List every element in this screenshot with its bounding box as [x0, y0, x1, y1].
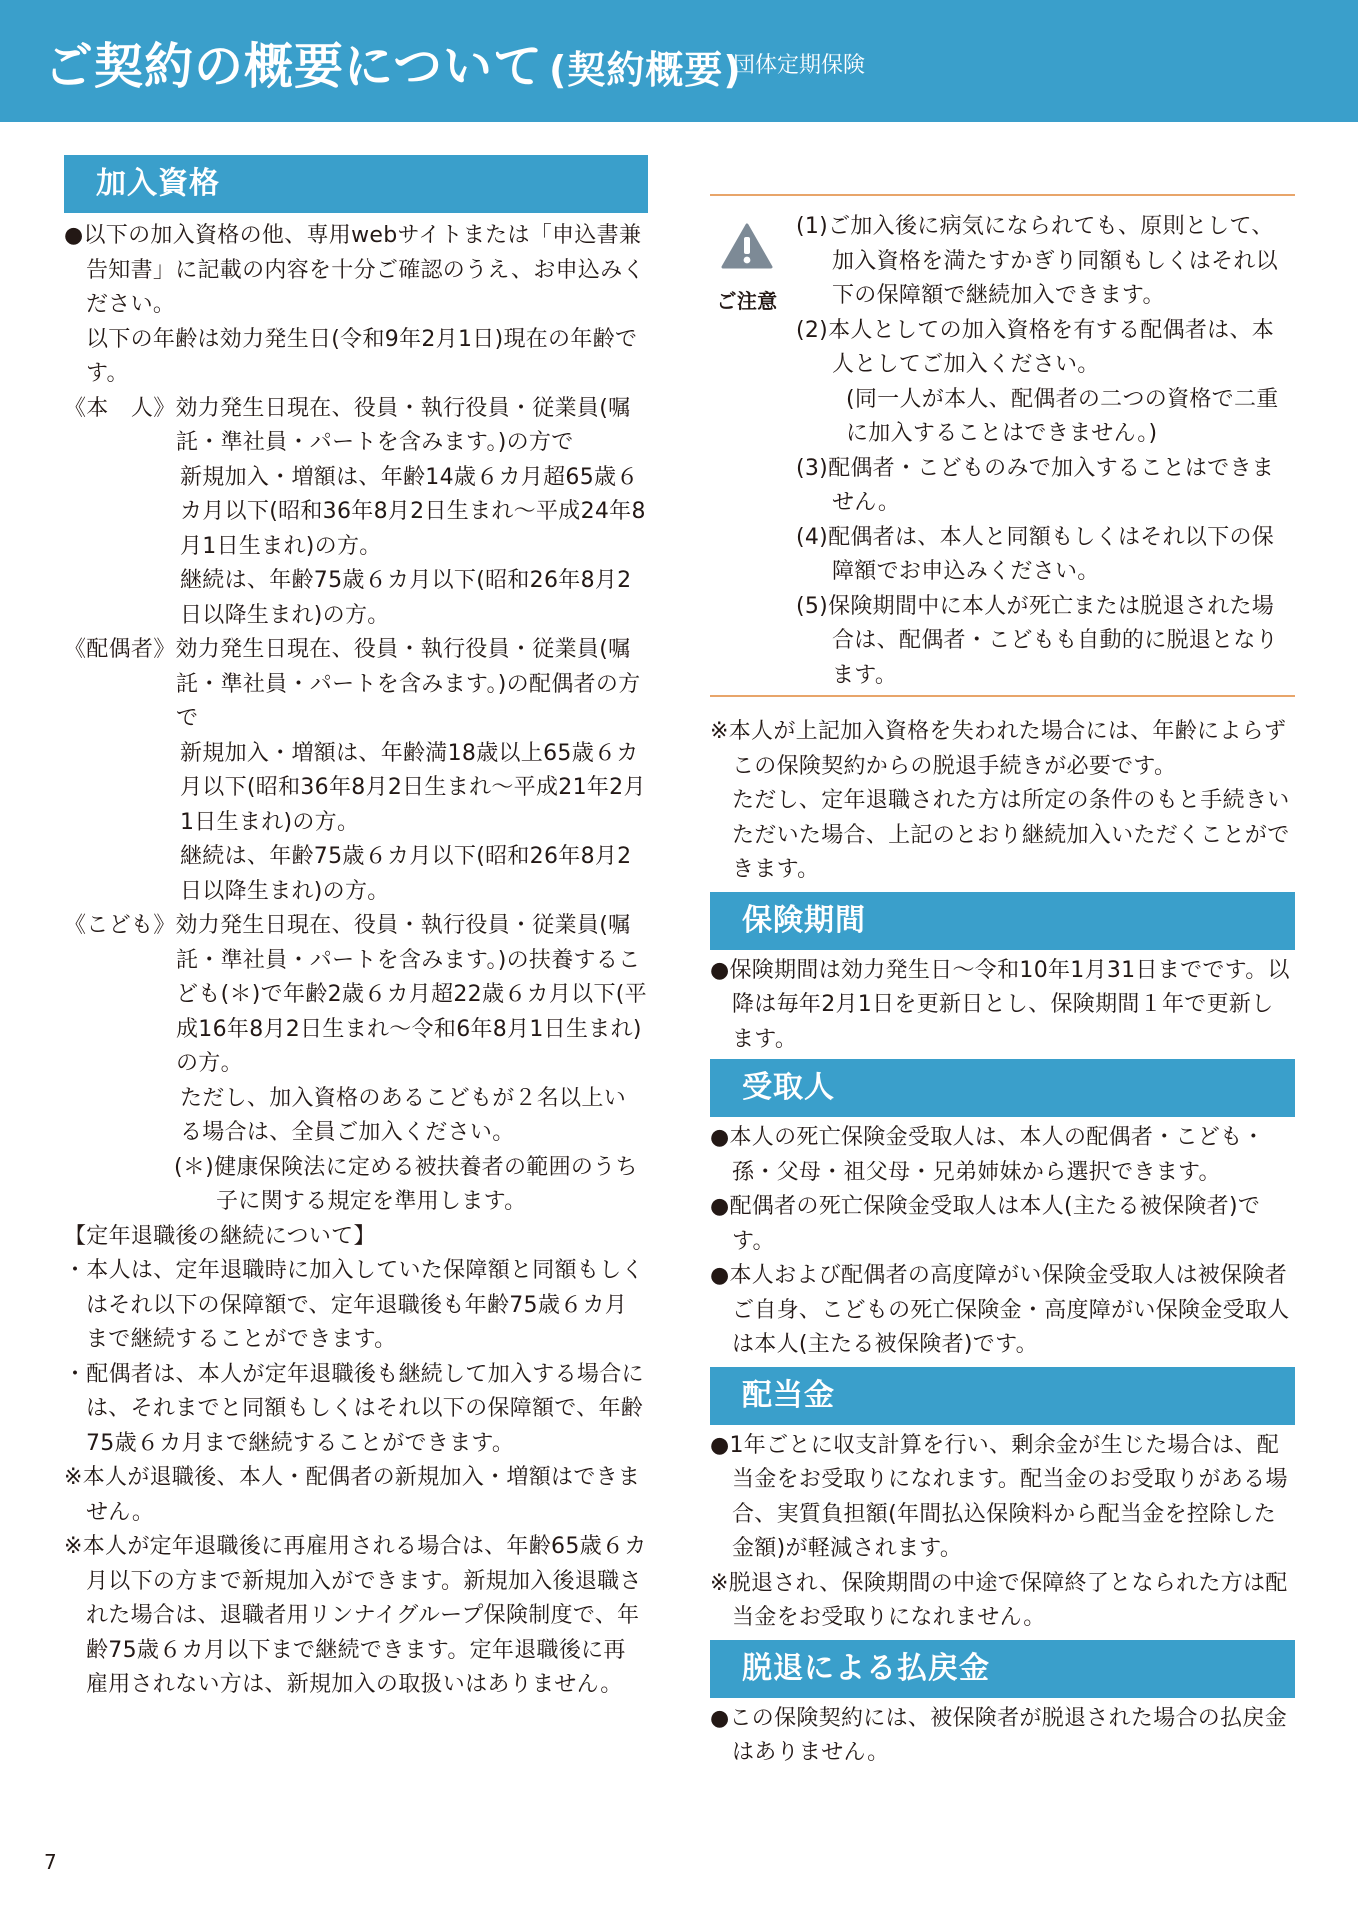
- caution-box: [710, 194, 1295, 697]
- child-note: ただし、加入資格のあるこどもが２名以上いる場合は、全員ご加入ください。: [180, 1085, 627, 1145]
- period-body: [710, 954, 1295, 1058]
- section-heading-beneficiary: 受取人: [710, 1059, 1295, 1117]
- eligibility-intro: ●以下の加入資格の他、専用webサイトまたは「申込書兼告知書」に記載の内容を十分ご確認のうえ、お申込みください。: [64, 223, 645, 317]
- section-heading-dividend: 配当金: [710, 1367, 1295, 1425]
- caution-item: (5)保険期間中に本人が死亡または脱退された場合は、配偶者・こどもも自動的に脱退となります。: [796, 593, 1279, 688]
- page-number: 7: [44, 1850, 57, 1874]
- dividend-text: ●1年ごとに収支計算を行い、剰余金が生じた場合は、配当金をお受取りになれます。配当金のお受取りがある場合、実質負担額(年間払込保険料から配当金を控除した金額)が軽減されます。: [710, 1432, 1288, 1561]
- self-new: 新規加入・増額は、年齢14歳６カ月超65歳６カ月以下(昭和36年8月2日生まれ～平成24年8月1日生まれ)の方。: [180, 464, 646, 559]
- dividend-note: ※脱退され、保険期間の中途で保障終了となられた方は配当金をお受取りになれません。: [710, 1570, 1288, 1630]
- section-heading-eligibility: 加入資格: [64, 155, 648, 213]
- spouse-new: 新規加入・増額は、年齢満18歳以上65歳６カ月以下(昭和36年8月2日生まれ～平成21年2月1日生まれ)の方。: [180, 740, 646, 835]
- beneficiary-item: ●本人の死亡保険金受取人は、本人の配偶者・こども・孫・父母・祖父母・兄弟姉妹から選択できます。: [710, 1125, 1265, 1185]
- refund-text: ●この保険契約には、被保険者が脱退された場合の払戻金はありません。: [710, 1705, 1287, 1765]
- period-text: ●保険期間は効力発生日～令和10年1月31日までです。以降は毎年2月1日を更新日とし、保険期間１年で更新します。: [710, 957, 1290, 1052]
- retire-item: ・配偶者は、本人が定年退職後も継続して加入する場合には、それまでと同額もしくはそれ以下の保障額で、年齢75歳６カ月まで継続することができます。: [64, 1361, 644, 1456]
- caution-label: ご注意: [716, 288, 778, 313]
- retire-item: ※本人が退職後、本人・配偶者の新規加入・増額はできません。: [64, 1465, 641, 1525]
- page-header: [0, 0, 1358, 122]
- caution-block: [714, 222, 780, 318]
- title-sub: (契約概要): [549, 48, 742, 92]
- retire-item: ※本人が定年退職後に再雇用される場合は、年齢65歳６カ月以下の方まで新規加入ができます。新規加入後退職された場合は、退職者用リンナイグループ保険制度で、年齢75歳６カ月以下まで継続できます。定年退職後に再雇用されない方は、新規加入の取扱いはありません。: [64, 1534, 647, 1697]
- beneficiary-body: [710, 1121, 1295, 1363]
- eligibility-body: [64, 219, 648, 1703]
- right-column: [710, 194, 1295, 1771]
- section-heading-refund: 脱退による払戻金: [710, 1640, 1295, 1698]
- loss-note: ※本人が上記加入資格を失われた場合には、年齢によらずこの保険契約からの脱退手続きが必要です。: [710, 719, 1287, 779]
- beneficiary-item: ●本人および配偶者の高度障がい保険金受取人は被保険者ご自身、こどもの死亡保険金・高度障がい保険金受取人は本人(主たる被保険者)です。: [710, 1263, 1290, 1357]
- child-criteria: 《こども》効力発生日現在、役員・執行役員・従業員(嘱託・準社員・パートを含みます。)の扶養するこども(＊)で年齢2歳６カ月超22歳６カ月以下(平成16年8月2日生まれ～令和6年8月1日生まれ)の方。: [64, 913, 647, 1076]
- loss-note-continued: ただし、定年退職された方は所定の条件のもと手続きいただいた場合、上記のとおり継続加入いただくことができます。: [732, 788, 1290, 882]
- caution-item: (4)配偶者は、本人と同額もしくはそれ以下の保障額でお申込みください。: [796, 524, 1275, 584]
- self-criteria: 《本 人》効力発生日現在、役員・執行役員・従業員(嘱託・準社員・パートを含みます。)の方で: [64, 395, 631, 455]
- beneficiary-item: ●配偶者の死亡保険金受取人は本人(主たる被保険者)です。: [710, 1194, 1261, 1254]
- caution-item: (1)ご加入後に病気になられても、原則として、加入資格を満たすかぎり同額もしくはそれ以下の保障額で継続加入できます。: [796, 214, 1279, 308]
- section-heading-period: 保険期間: [710, 892, 1295, 950]
- caution-item: (3)配偶者・こどものみで加入することはできません。: [796, 455, 1275, 515]
- spouse-continue: 継続は、年齢75歳６カ月以下(昭和26年8月2日以降生まれ)の方。: [180, 844, 632, 904]
- caution-item: (2)本人としての加入資格を有する配偶者は、本人としてご加入ください。: [796, 317, 1275, 377]
- page-title: [44, 28, 742, 98]
- warning-icon: [721, 222, 773, 270]
- caution-item-note: (同一人が本人、配偶者の二つの資格で二重に加入することはできません。): [846, 386, 1279, 446]
- product-tag: 団体定期保険: [733, 53, 866, 78]
- dividend-body: [710, 1429, 1295, 1636]
- child-asterisk-note: (＊)健康保険法に定める被扶養者の範囲のうち子に関する規定を準用します。: [174, 1154, 638, 1214]
- retire-heading: 【定年退職後の継続について】: [64, 1223, 376, 1249]
- loss-note-block: [710, 715, 1295, 888]
- refund-body: [710, 1702, 1295, 1771]
- left-column: [64, 155, 648, 1703]
- age-note: 以下の年齢は効力発生日(令和9年2月1日)現在の年齢です。: [86, 326, 638, 386]
- title-main: ご契約の概要について: [44, 38, 544, 95]
- spouse-criteria: 《配偶者》効力発生日現在、役員・執行役員・従業員(嘱託・準社員・パートを含みます。)の配偶者の方で: [64, 637, 641, 731]
- self-continue: 継続は、年齢75歳６カ月以下(昭和26年8月2日以降生まれ)の方。: [180, 568, 632, 628]
- retire-item: ・本人は、定年退職時に加入していた保障額と同額もしくはそれ以下の保障額で、定年退職後も年齢75歳６カ月まで継続することができます。: [64, 1258, 644, 1352]
